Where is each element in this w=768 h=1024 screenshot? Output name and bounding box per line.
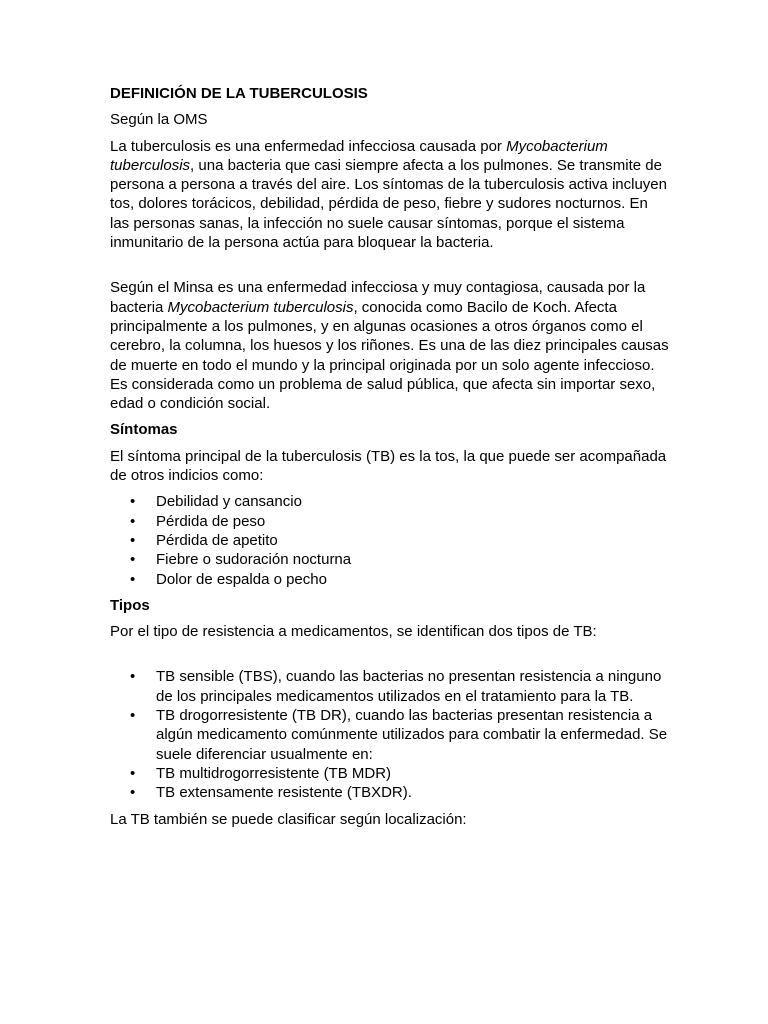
- oms-species-name: Mycobacterium tuberculosis: [110, 137, 608, 174]
- bullet-icon: •: [130, 784, 136, 802]
- list-item: [110, 492, 670, 511]
- document-body: [110, 84, 670, 836]
- sintomas-intro: El síntoma principal de la tuberculosis (TB) es la tos, la que puede ser acompañada de otros indicios como:: [110, 447, 667, 485]
- list-item: [110, 512, 670, 531]
- list-item: [110, 550, 670, 569]
- bullet-icon: •: [130, 570, 136, 588]
- list-item: [110, 667, 670, 706]
- list-item-text: Debilidad y cansancio: [156, 493, 302, 511]
- sintomas-heading: Síntomas: [110, 421, 178, 439]
- bullet-icon: •: [130, 493, 136, 511]
- list-item: [110, 764, 670, 783]
- bullet-icon: •: [130, 551, 136, 569]
- document-title: DEFINICIÓN DE LA TUBERCULOSIS: [110, 85, 368, 102]
- oms-text-start: La tuberculosis es una enfermedad infecciosa causada por: [110, 137, 507, 155]
- list-item-text: TB extensamente resistente (TBXDR).: [156, 784, 412, 802]
- list-item-text: Pérdida de apetito: [156, 531, 278, 549]
- tipos-heading: Tipos: [110, 596, 150, 614]
- list-item-text: TB drogorresistente (TB DR), cuando las bacterias presentan resistencia a algún medicamento comúnmente utilizados para combatir la enfermedad. Se suele diferenciar usualmente en:: [156, 707, 668, 763]
- list-item-text: Pérdida de peso: [156, 512, 266, 530]
- bullet-icon: •: [130, 668, 136, 686]
- bullet-icon: •: [130, 512, 136, 530]
- list-item: [110, 570, 670, 589]
- minsa-text-end: , conocida como Bacilo de Koch. Afecta principalmente a los pulmones, y en algunas ocasiones a otros órganos como el cerebro, la columna, los huesos y los riñones. Es una de las diez principales causas de muerte en todo el mundo y la principal originada por un solo agente infeccioso. Es considerada como un problema de salud pública, que afecta sin importar sexo, edad o condición social.: [110, 298, 669, 413]
- tipos-list: [110, 667, 670, 802]
- localizacion-line: La TB también se puede clasificar según localización:: [110, 810, 467, 828]
- minsa-definition-paragraph: [110, 278, 670, 413]
- list-item-text: Fiebre o sudoración nocturna: [156, 551, 352, 569]
- bullet-icon: •: [130, 764, 136, 782]
- list-item: [110, 706, 670, 764]
- list-item-text: TB sensible (TBS), cuando las bacterias no presentan resistencia a ninguno de los principales medicamentos utilizados en el tratamiento para la TB.: [156, 668, 662, 705]
- list-item: [110, 531, 670, 550]
- bullet-icon: •: [130, 531, 136, 549]
- oms-text-end: , una bacteria que casi siempre afecta a los pulmones. Se transmite de persona a persona a través del aire. Los síntomas de la tuberculosis activa incluyen tos, dolores torácicos, debilidad, pérdida de peso, fiebre y sudores nocturnos. En las personas sanas, la infección no suele causar síntomas, porque el sistema inmunitario de la persona actúa para bloquear la bacteria.: [110, 156, 667, 252]
- blank-line: [110, 648, 670, 667]
- tipos-intro: Por el tipo de resistencia a medicamentos, se identifican dos tipos de TB:: [110, 623, 597, 641]
- list-item: [110, 783, 670, 802]
- minsa-species-name: Mycobacterium tuberculosis: [167, 298, 354, 316]
- list-item-text: TB multidrogorresistente (TB MDR): [156, 764, 392, 782]
- sintomas-list: [110, 492, 670, 588]
- bullet-icon: •: [130, 707, 136, 725]
- blank-line: [110, 259, 670, 278]
- minsa-text-start: Según el Minsa es una enfermedad infecciosa y muy contagiosa, causada por la bacteria: [110, 279, 646, 316]
- oms-source-label: Según la OMS: [110, 111, 208, 129]
- list-item-text: Dolor de espalda o pecho: [156, 570, 327, 588]
- oms-definition-paragraph: [110, 137, 670, 253]
